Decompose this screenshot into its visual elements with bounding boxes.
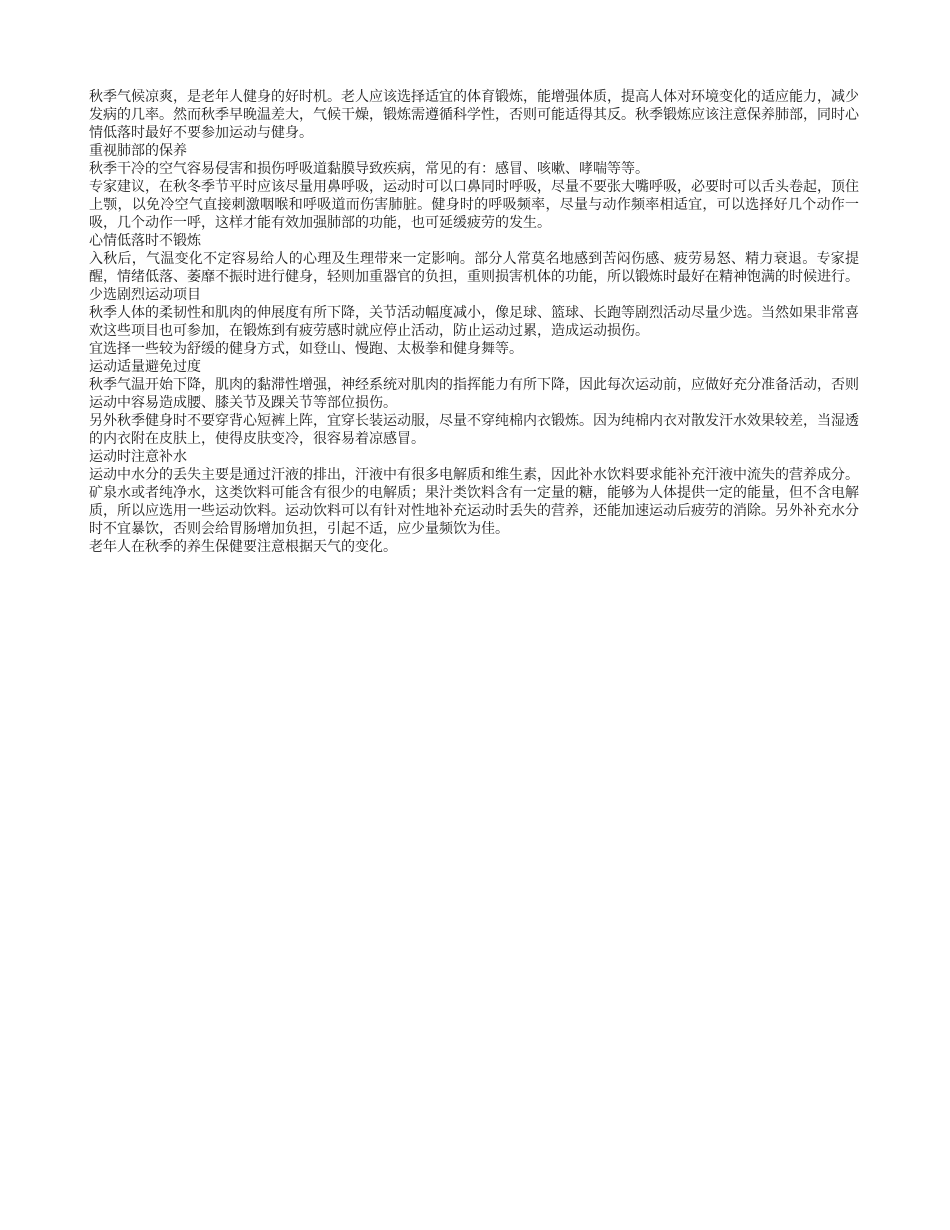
section-paragraph: 秋季气温开始下降，肌肉的黏滞性增强，神经系统对肌肉的指挥能力有所下降，因此每次运动前，应做好充分准备活动，否则运动中容易造成腰、膝关节及踝关节等部位损伤。 (89, 377, 859, 411)
section-paragraph: 秋季干冷的空气容易侵害和损伤呼吸道黏膜导致疾病，常见的有：感冒、咳嗽、哮喘等等。 (89, 161, 649, 177)
intro-paragraph: 秋季气候凉爽，是老年人健身的好时机。老人应该选择适宜的体育锻炼，能增强体质，提高人体对环境变化的适应能力，减少发病的几率。然而秋季早晚温差大，气候干燥，锻炼需遵循科学性，否则可能适得其反。秋季锻炼应该注意保养肺部，同时心情低落时最好不要参加运动与健身。 (89, 89, 859, 141)
section-paragraph: 秋季人体的柔韧性和肌肉的伸展度有所下降，关节活动幅度减小，像足球、篮球、长跑等剧烈活动尽量少选。当然如果非常喜欢这些项目也可参加，在锻炼到有疲劳感时就应停止活动，防止运动过累，造成运动损伤。 (89, 305, 859, 339)
closing-paragraph: 老年人在秋季的养生保健要注意根据天气的变化。 (89, 539, 397, 555)
section-paragraph: 专家建议，在秋冬季节平时应该尽量用鼻呼吸，运动时可以口鼻同时呼吸，尽量不要张大嘴呼吸，必要时可以舌头卷起，顶住上颚，以免冷空气直接刺激咽喉和呼吸道而伤害肺脏。健身时的呼吸频率，尽量与动作频率相适宜，可以选择好几个动作一吸，几个动作一呼，这样才能有效加强肺部的功能，也可延缓疲劳的发生。 (89, 179, 859, 231)
section-heading: 心情低落时不锻炼 (89, 233, 201, 249)
section-heading: 运动时注意补水 (89, 449, 187, 465)
section-lung-care (89, 142, 859, 232)
section-paragraph: 运动中水分的丢失主要是通过汗液的排出，汗液中有很多电解质和维生素，因此补水饮料要求能补充汗液中流失的营养成分。 (89, 467, 859, 483)
section-mood (89, 232, 859, 286)
section-heading: 重视肺部的保养 (89, 143, 187, 159)
section-paragraph: 入秋后，气温变化不定容易给人的心理及生理带来一定影响。部分人常莫名地感到苦闷伤感、疲劳易怒、精力衰退。专家提醒，情绪低落、萎靡不振时进行健身，轻则加重器官的负担，重则损害机体的功能，所以锻炼时最好在精神饱满的时候进行。 (89, 251, 859, 285)
section-paragraph: 另外秋季健身时不要穿背心短裤上阵，宜穿长装运动服，尽量不穿纯棉内衣锻炼。因为纯棉内衣对散发汗水效果较差，当湿透的内衣附在皮肤上，使得皮肤变冷，很容易着凉感冒。 (89, 413, 859, 447)
section-paragraph: 矿泉水或者纯净水，这类饮料可能含有很少的电解质；果汁类饮料含有一定量的糖，能够为人体提供一定的能量，但不含电解质，所以应选用一些运动饮料。运动饮料可以有针对性地补充运动时丢失的营养，还能加速运动后疲劳的消除。另外补充水分时不宜暴饮，否则会给胃肠增加负担，引起不适，应少量频饮为佳。 (89, 485, 859, 537)
section-heading: 少选剧烈运动项目 (89, 287, 201, 303)
article-body (89, 88, 859, 556)
section-hydration (89, 448, 859, 538)
section-paragraph: 宜选择一些较为舒缓的健身方式，如登山、慢跑、太极拳和健身舞等。 (89, 341, 523, 357)
section-intense-sports (89, 286, 859, 358)
section-heading: 运动适量避免过度 (89, 359, 201, 375)
section-moderate-exercise (89, 358, 859, 448)
